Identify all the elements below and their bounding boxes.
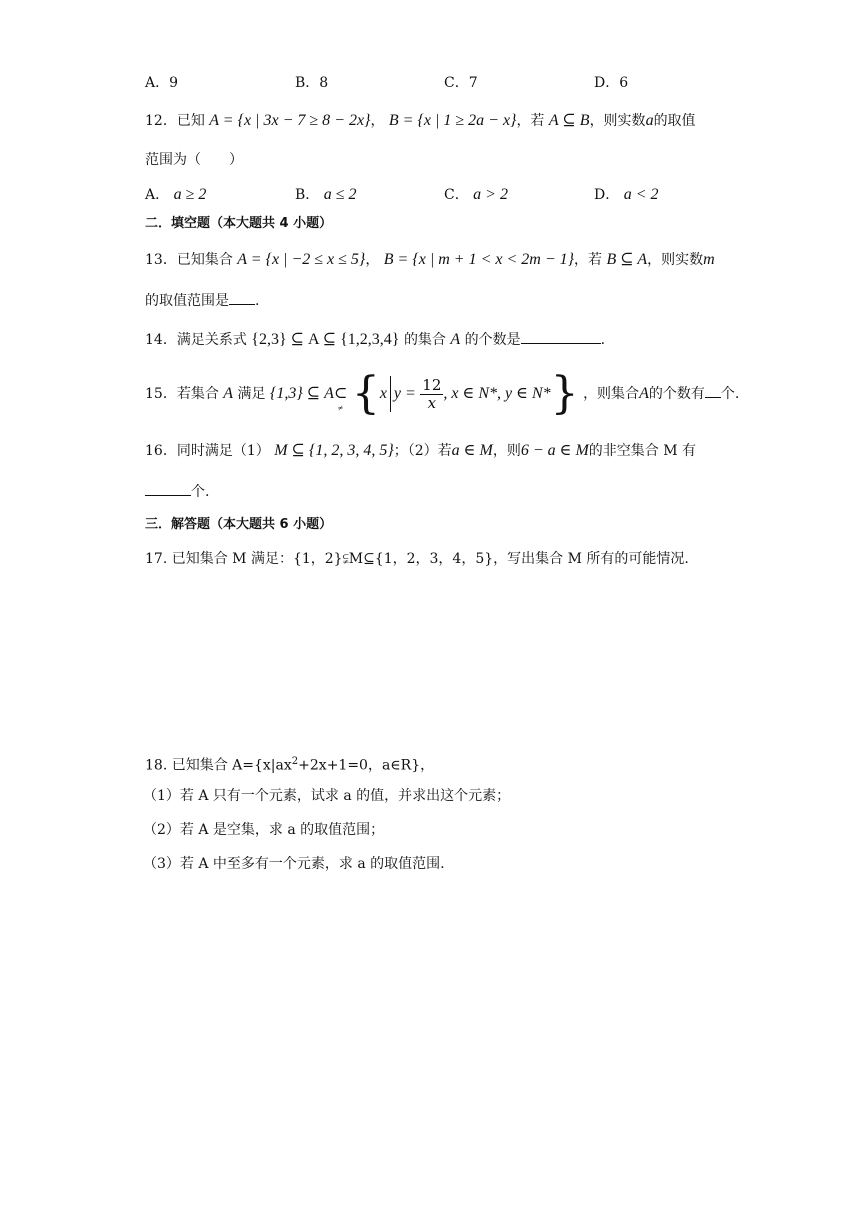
q12-option-b: B． a ≤ 2: [295, 186, 357, 203]
q13-comma: ，: [365, 252, 380, 268]
q18-stem-part: +2x+1=0，a∈R}，: [298, 757, 435, 774]
q15-end: 个.: [720, 386, 740, 402]
q13-variable: m: [703, 251, 715, 268]
q18-stem-part: 18. 已知集合 A={x|ax: [145, 757, 292, 774]
q13-text: 已知集合: [176, 252, 233, 268]
q16-text: ，则: [492, 443, 521, 459]
q16-text: ；（2）若: [393, 443, 452, 459]
q12-number: 12．: [145, 113, 177, 129]
q16-text: 同时满足（1）: [176, 443, 270, 459]
q15-text: 若集合: [176, 386, 219, 402]
q15-variable: A: [223, 385, 234, 402]
q11-option-c: C．7: [444, 75, 478, 91]
section-heading-fill-in: 二．填空题（本大题共 4 小题）: [145, 216, 333, 231]
q13-stem: [145, 250, 715, 270]
q18-part-2: （2）若 A 是空集，求 a 的取值范围；: [143, 822, 385, 838]
q15-answer-blank: [705, 383, 721, 398]
q18-exponent: 2: [291, 756, 299, 767]
q14-stem: [145, 329, 605, 350]
q15-text: 的个数有: [648, 386, 705, 402]
q12-text: 的取值: [653, 113, 696, 129]
q12-option-d: D． a < 2: [594, 186, 659, 203]
q14-text: 的集合: [403, 332, 446, 348]
q11-option-a: A．9: [145, 75, 179, 91]
q13-period: .: [255, 293, 260, 309]
fraction-denominator: x: [427, 393, 437, 412]
q13-number: 13．: [145, 252, 177, 268]
set-bar: [390, 376, 391, 412]
q13-text: 的取值范围是: [145, 293, 229, 309]
q15-y-eq: y =: [393, 385, 416, 402]
q16-expression-1: M ⊆ {1, 2, 3, 4, 5}: [274, 442, 394, 459]
q16-number: 16．: [145, 443, 177, 459]
q16-expression-3: 6 − a ∈ M: [520, 442, 589, 459]
q14-period: .: [600, 332, 606, 348]
q14-number: 14．: [145, 332, 177, 348]
q12-condition: A ⊆ B: [548, 112, 590, 129]
q12-set-a: A = {x | 3x − 7 ≥ 8 − 2x}: [209, 112, 371, 129]
q13-set-b: B = {x | m + 1 < x < 2m − 1}: [383, 251, 575, 268]
left-brace: {: [351, 368, 380, 419]
q14-answer-blank: [521, 329, 601, 344]
q18-part-1: （1）若 A 只有一个元素，试求 a 的值，并求出这个元素；: [143, 788, 511, 804]
q15-variable: A: [639, 385, 649, 402]
q15-text: 满足: [237, 386, 266, 402]
q12-stem: [145, 111, 696, 131]
q13-stem-line2: [145, 290, 259, 311]
q11-option-b: B．8: [295, 75, 329, 91]
q12-text: ，则实数: [589, 113, 646, 129]
q17-stem: 17. 已知集合 M 满足：{1，2}⫋M⊆{1，2，3，4，5}，写出集合 M 所有的可能情况.: [145, 551, 689, 567]
q18-part-3: （3）若 A 中至多有一个元素，求 a 的取值范围.: [143, 856, 445, 872]
q11-option-d: D．6: [594, 75, 629, 91]
q16-text: 的非空集合 M 有: [588, 443, 697, 459]
q15-text: ，则集合: [583, 386, 640, 402]
q16-end: 个.: [191, 484, 210, 500]
q13-set-a: A = {x | −2 ≤ x ≤ 5}: [237, 251, 366, 268]
q16-expression-2: a ∈ M: [451, 442, 493, 459]
q12-stem-line2: 范围为（ ）: [145, 152, 243, 168]
q14-expression: {2,3} ⊆ A ⊆ {1,2,3,4}: [251, 331, 400, 348]
q15-stem: [145, 368, 740, 419]
proper-subset-symbol: ⊂ ≠: [333, 385, 348, 413]
q15-condition: , x ∈ N*, y ∈ N*: [443, 385, 551, 402]
q13-answer-blank: [229, 290, 255, 305]
right-brace: }: [550, 368, 579, 419]
q16-answer-blank: [145, 481, 191, 496]
q14-variable: A: [450, 331, 461, 348]
section-heading-solutions: 三．解答题（本大题共 6 小题）: [145, 517, 333, 532]
q13-condition: B ⊆ A: [606, 251, 648, 268]
q12-text: 已知: [176, 113, 205, 129]
q12-comma: ，: [370, 113, 385, 129]
q13-text: ，若: [574, 252, 603, 268]
fraction: [420, 377, 443, 412]
q14-text: 满足关系式: [176, 332, 247, 348]
q18-stem: [145, 752, 434, 776]
fraction-numerator: 12: [422, 375, 442, 394]
q16-stem: [145, 441, 696, 461]
q14-text: 的个数是: [464, 332, 521, 348]
q12-option-c: C． a > 2: [444, 186, 508, 203]
q12-set-b: B = {x | 1 ≥ 2a − x}: [388, 112, 517, 129]
q12-option-a: A． a ≥ 2: [145, 186, 207, 203]
q13-text: ，则实数: [647, 252, 704, 268]
q12-variable: a: [645, 112, 654, 129]
q15-number: 15．: [145, 386, 177, 402]
q12-text: ，若: [516, 113, 545, 129]
q16-stem-line2: [145, 481, 209, 502]
q15-lhs: {1,3} ⊆ A: [269, 385, 334, 402]
q15-set-variable: x: [379, 385, 387, 402]
